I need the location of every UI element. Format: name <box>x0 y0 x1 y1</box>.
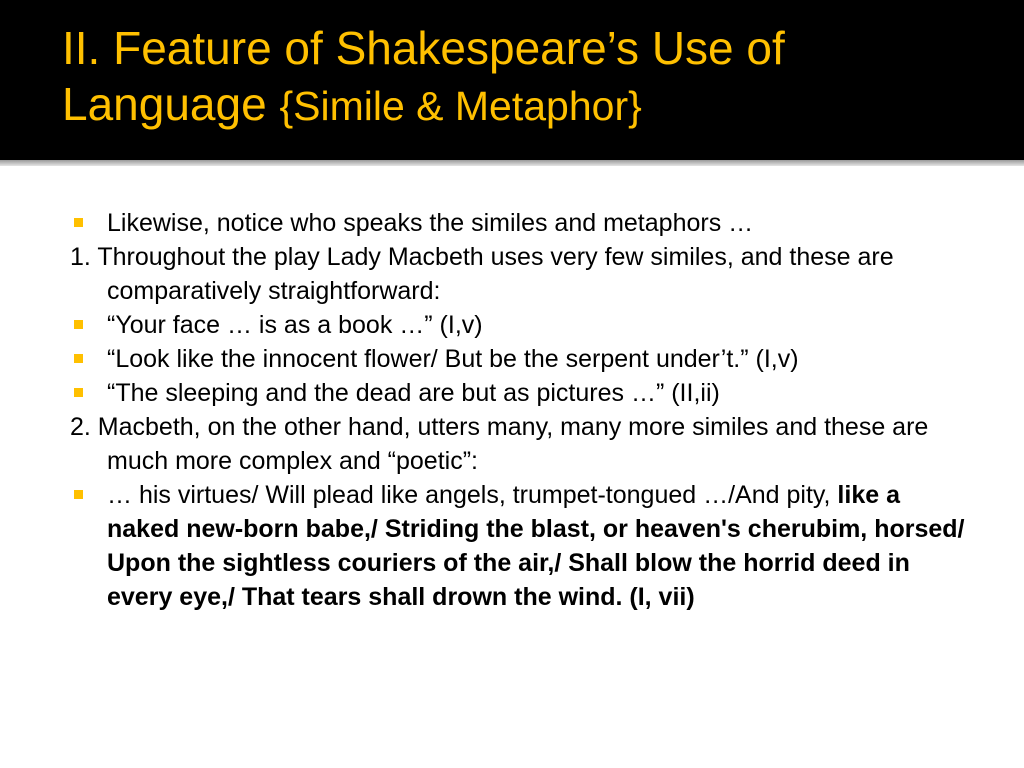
square-bullet-icon <box>74 218 83 227</box>
numbered-text: 1. Throughout the play Lady Macbeth uses very few similes, and these are comparatively straightforward: <box>70 243 894 305</box>
bullet-text: Likewise, notice who speaks the similes and metaphors … <box>107 209 754 237</box>
quote-text-plain: … his virtues/ Will plead like angels, trumpet-tongued …/And pity, <box>107 481 838 509</box>
bullet-line <box>70 206 970 240</box>
bullet-line <box>70 342 970 376</box>
slide-title <box>62 20 1002 134</box>
slide-title-main: II. Feature of Shakespeare’s Use of Language <box>62 22 785 130</box>
slide-body <box>70 206 970 614</box>
quote-text-bold: like a naked new-born babe,/ Striding the blast, or heaven's cherubim, horsed/ Upon the sightless couriers of the air,/ Shall blow the horrid deed in every eye,/ That tears shall drown the wind. (I, vii) <box>107 481 965 611</box>
title-divider <box>0 160 1024 166</box>
slide-title-sub: {Simile & Metaphor} <box>279 83 642 129</box>
bullet-text: “Your face … is as a book …” (I,v) <box>107 311 483 339</box>
square-bullet-icon <box>74 320 83 329</box>
bullet-line <box>70 376 970 410</box>
bullet-line <box>70 308 970 342</box>
square-bullet-icon <box>74 490 83 499</box>
square-bullet-icon <box>74 388 83 397</box>
bullet-text: “Look like the innocent flower/ But be the serpent under’t.” (I,v) <box>107 345 799 373</box>
square-bullet-icon <box>74 354 83 363</box>
numbered-text: 2. Macbeth, on the other hand, utters many, many more similes and these are much more complex and “poetic”: <box>70 413 929 475</box>
bullet-text: “The sleeping and the dead are but as pictures …” (II,ii) <box>107 379 720 407</box>
numbered-line <box>70 410 970 478</box>
numbered-line <box>70 240 970 308</box>
bullet-line <box>70 478 970 614</box>
